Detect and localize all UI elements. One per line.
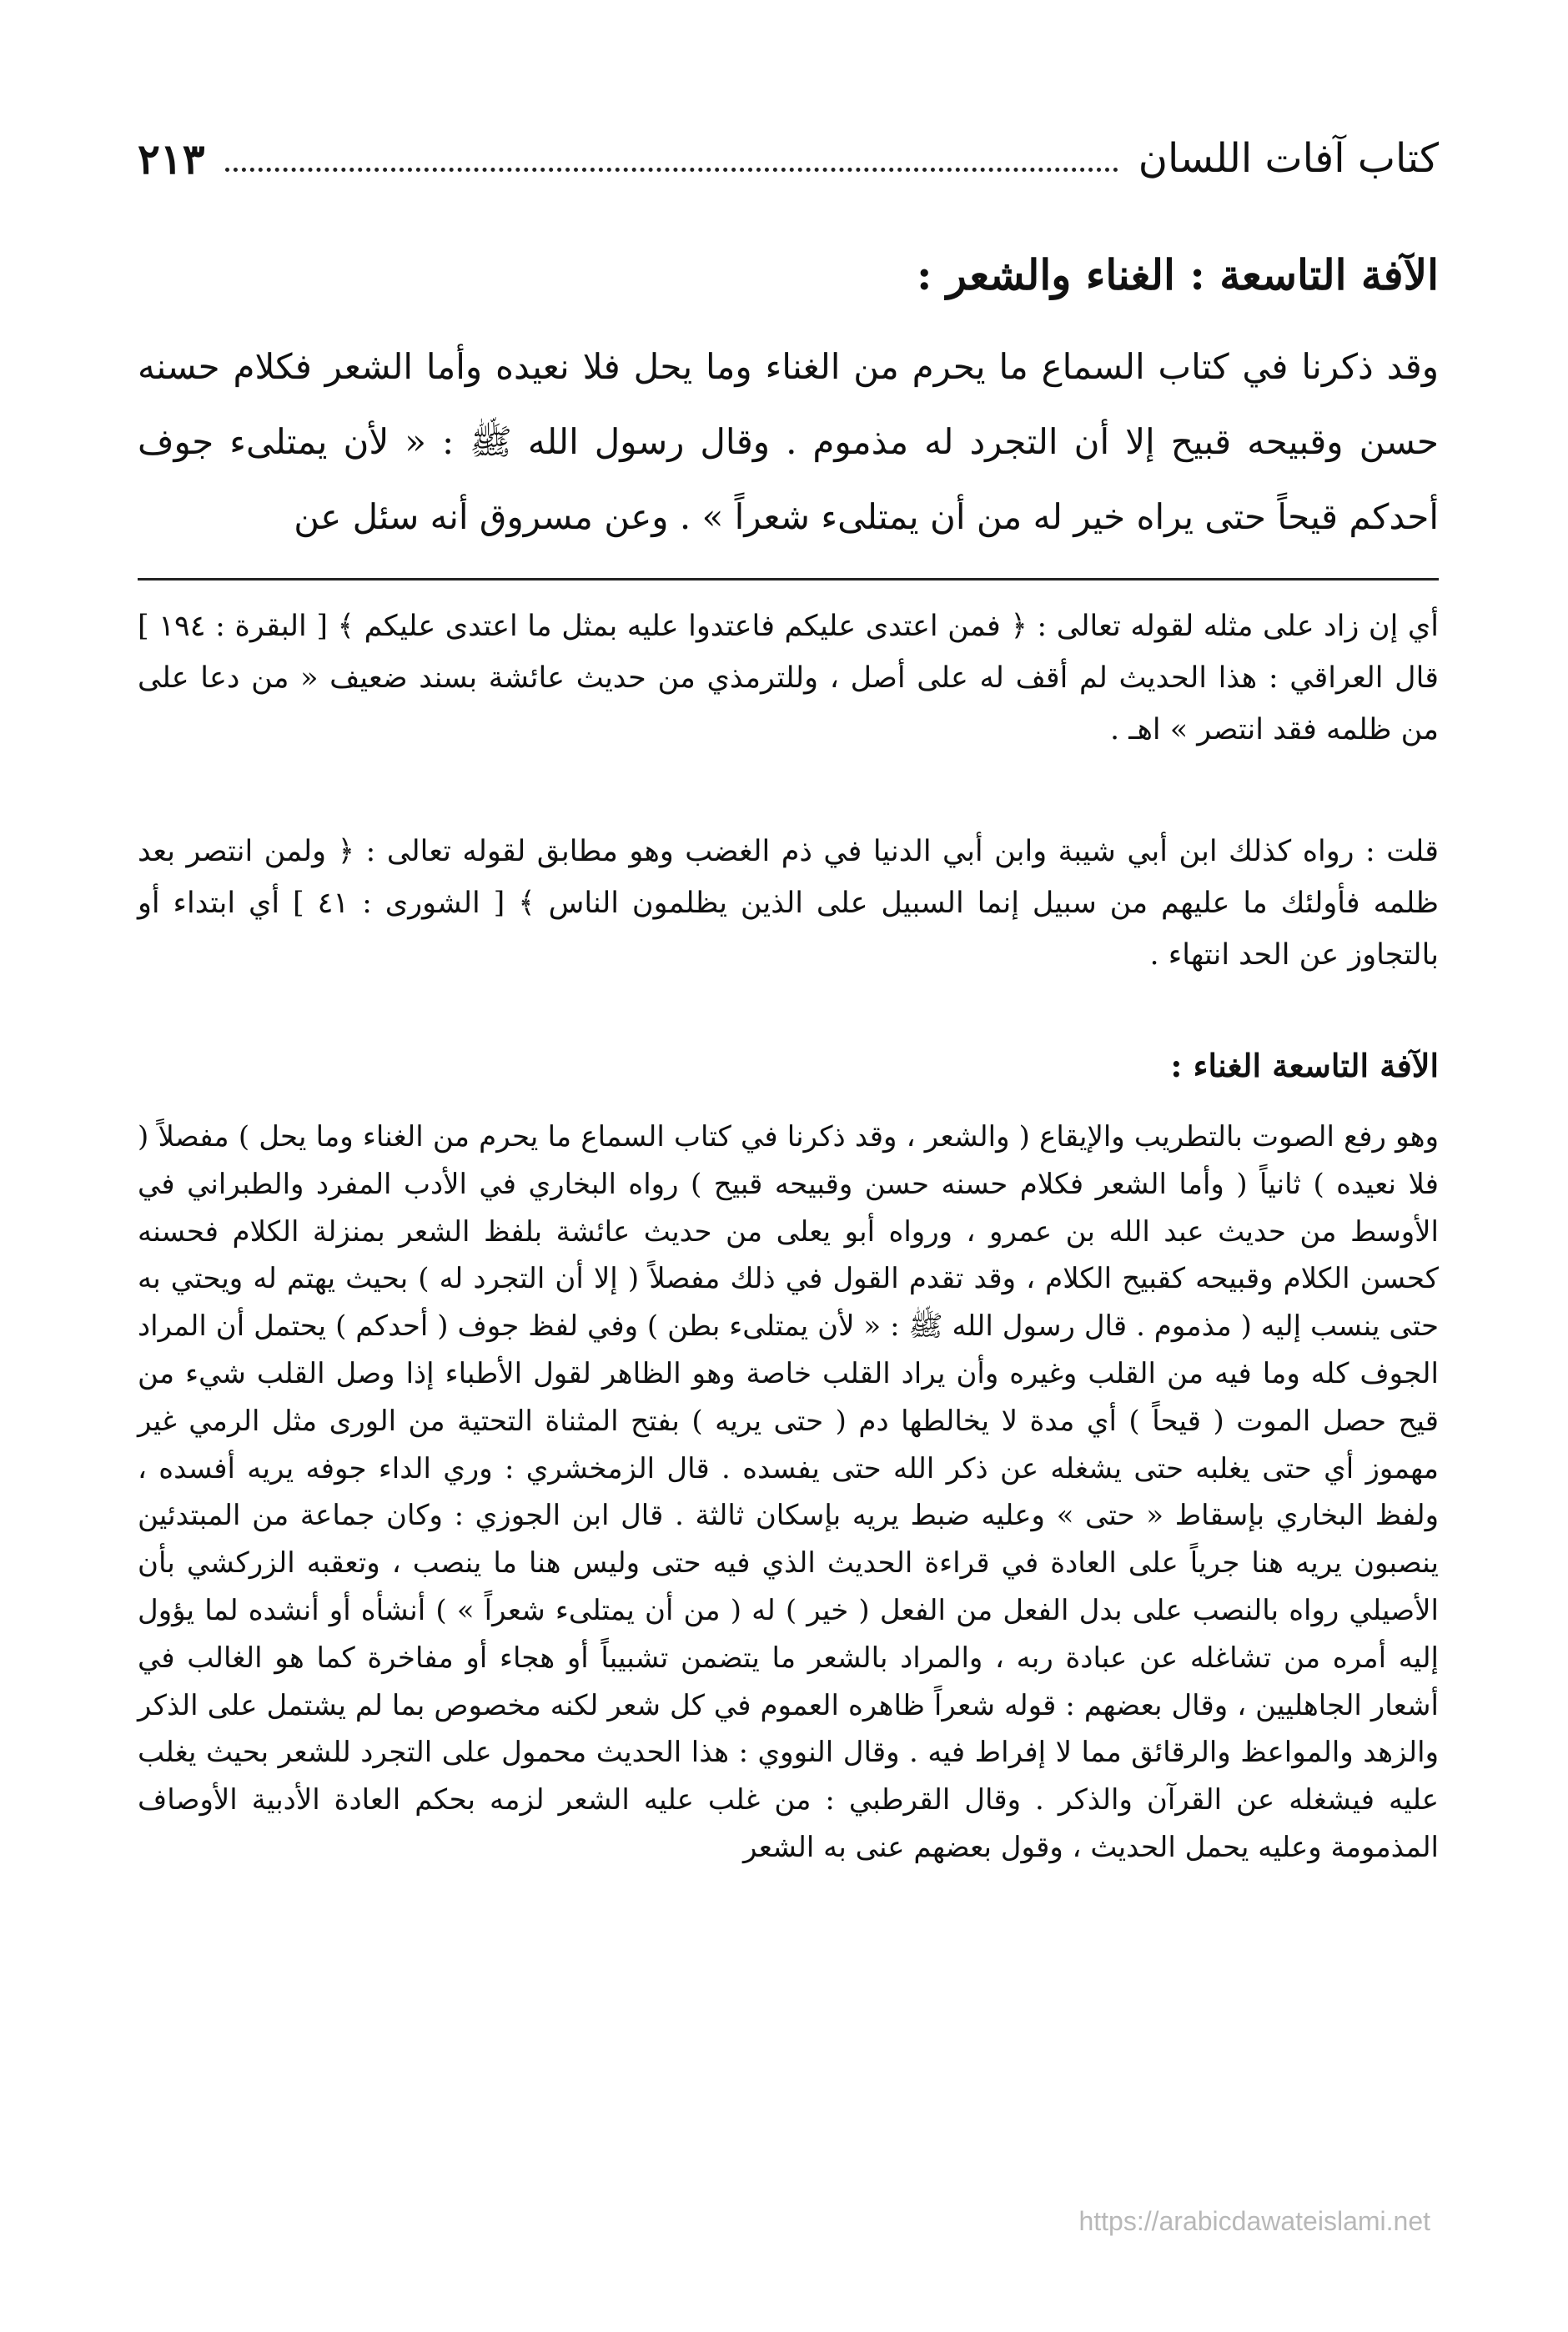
commentary-text: وهو رفع الصوت بالتطريب والإيقاع ( والشعر ، وقد ذكرنا في كتاب السماع ما يحرم من الغناء وما يحل ) مفصلاً ( فلا نعيده ) ثانياً ( وأما الشعر فكلام حسنه حسن وقبيحه قبيح ) رواه البخاري في الأدب المفرد والطبراني في الأوسط من حديث عبد الله بن عمرو ، ورواه أبو يعلى من حديث عائشة بلفظ الشعر بمنزلة الكلام فحسنه كحسن الكلام وقبيحه كقبيح الكلام ، وقد تقدم القول في ذلك مفصلاً ( إلا أن التجرد له ) بحيث يهتم له ويحتي به حتى ينسب إليه ( مذموم . قال رسول الله ﷺ : « لأن يمتلىء بطن ) وفي لفظ جوف ( أحدكم ) يحتمل أن المراد الجوف كله وما فيه من القلب وغيره وأن يراد القلب خاصة وهو الظاهر لقول الأطباء إذا وصل القلب شيء من قيح حصل الموت ( قيحاً ) أي مدة لا يخالطها دم ( حتى يريه ) بفتح المثناة التحتية من الورى مثل الرمي غير مهموز أي حتى يغلبه حتى يشغله عن ذكر الله حتى يفسده . قال الزمخشري : وري الداء جوفه يريه أفسده ، ولفظ البخاري بإسقاط « حتى » وعليه ضبط يريه بإسكان ثالثة . قال ابن الجوزي : وكان جماعة من المبتدئين ينصبون يريه هنا جرياً على العادة في قراءة الحديث الذي فيه حتى وليس هنا ما ينصب ، وتعقبه الزركشي بأن الأصيلي رواه بالنصب على بدل الفعل من الفعل ( خير ) له ( من أن يمتلىء شعراً » ) أنشأه أو أنشده لما يؤول إليه أمره من تشاغله عن عبادة ربه ، والمراد بالشعر ما يتضمن تشبيباً أو هجاء أو مفاخرة كما هو الغالب في أشعار الجاهليين ، وقال بعضهم : قوله شعراً ظاهره العموم في كل شعر لكنه مخصوص بما لم يشتمل على الذكر والزهد والمواعظ والرقائق مما لا إفراط فيه . وقال النووي : هذا الحديث محمول على التجرد للشعر بحيث يغلب عليه فيشغله عن القرآن والذكر . وقال القرطبي : من غلب عليه الشعر لزمه بحكم العادة الأدبية الأوصاف المذمومة وعليه يحمل الحديث ، وقول بعضهم عنى به الشعر: [138, 1120, 1439, 1864]
main-text: وقد ذكرنا في كتاب السماع ما يحرم من الغناء وما يحل فلا نعيده وأما الشعر فكلام حسنه حسن وقبيحه قبيح إلا أن التجرد له مذموم . وقال رسول الله ﷺ : « لأن يمتلىء جوف أحدكم قيحاً حتى يراه خير له من أن يمتلىء شعراً » . وعن مسروق أنه سئل عن: [138, 346, 1439, 537]
page-number: ٢١٣: [138, 133, 205, 183]
section-heading: الآفة التاسعة : الغناء والشعر :: [916, 250, 1439, 299]
footnote-divider: [138, 578, 1439, 580]
page-header: [138, 125, 1439, 192]
footnote-1: أي إن زاد على مثله لقوله تعالى : ﴿ فمن اعتدى عليكم فاعتدوا عليه بمثل ما اعتدى عليكم ﴾ [ البقرة : ١٩٤ ] قال العراقي : هذا الحديث لم أقف له على أصل ، وللترمذي من حديث عائشة بسند ضعيف « من دعا على من ظلمه فقد انتصر » اهـ .: [138, 610, 1440, 746]
commentary-heading: الآفة التاسعة الغناء :: [1170, 1047, 1439, 1084]
watermark-url: https://arabicdawateislami.net: [1078, 2206, 1430, 2236]
header-dotted-leader: [225, 168, 1118, 172]
footnote-2: قلت : رواه كذلك ابن أبي شيبة وابن أبي الدنيا في ذم الغضب وهو مطابق لقوله تعالى : ﴿ ولمن انتصر بعد ظلمه فأولئك ما عليهم من سبيل إنما السبيل على الذين يظلمون الناس ﴾ [ الشورى : ٤١ ] أي ابتداء أو بالتجاوز عن الحد انتهاء .: [138, 835, 1440, 972]
book-title: كتاب آفات اللسان: [1138, 135, 1439, 182]
